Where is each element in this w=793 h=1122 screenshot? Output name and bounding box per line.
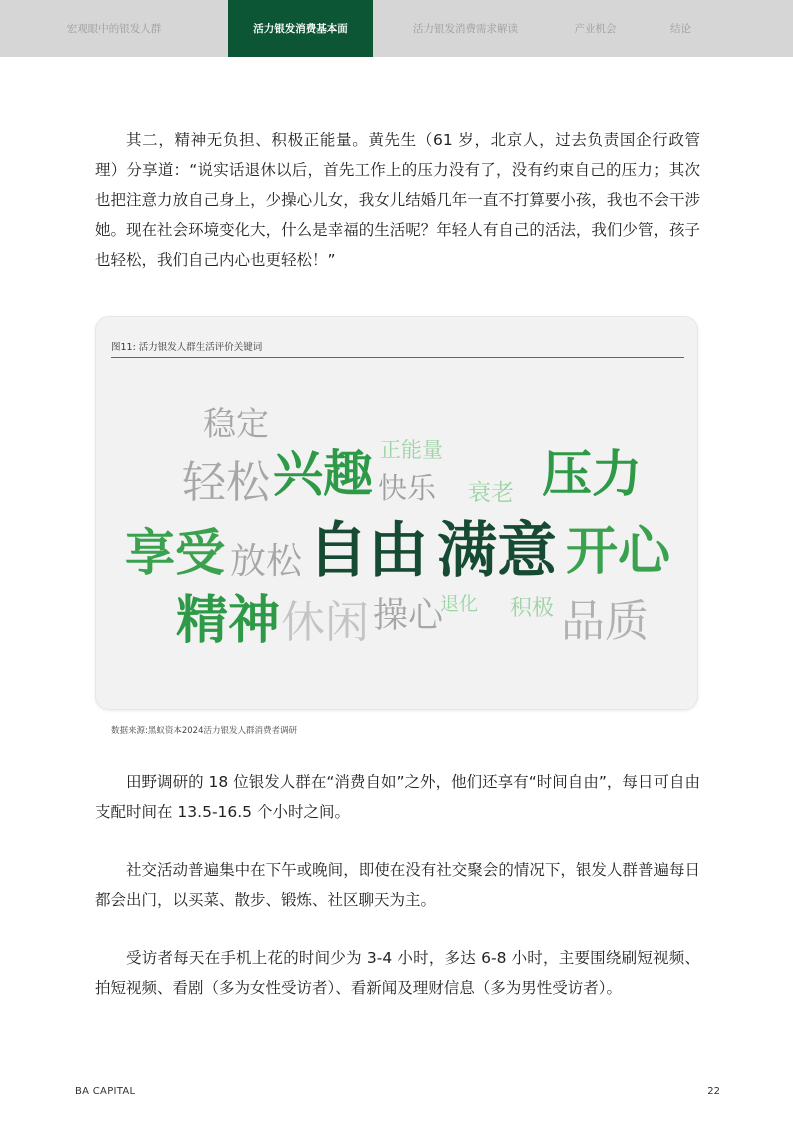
tab-macro-view[interactable]: 宏观眼中的银发人群 [66, 23, 162, 35]
footer-brand: BA CAPITAL [75, 1086, 136, 1097]
keyword-stability: 稳定 [203, 404, 269, 443]
keyword-relax: 放松 [230, 541, 303, 582]
keyword-glad: 开心 [566, 522, 671, 582]
keyword-spirit: 精神 [176, 591, 281, 651]
figure-title: 图11: 活力银发人群生活评价关键词 [111, 342, 263, 353]
keyword-leisure: 休闲 [281, 597, 369, 648]
keyword-pressure: 压力 [542, 445, 642, 503]
paragraph-phone-usage: 受访者每天在手机上花的时间少为 3-4 小时，多达 6-8 小时，主要围绕刷短视频、拍短视频、看剧（多为女性受访者）、看新闻及理财信息（多为男性受访者）。 [95, 949, 700, 997]
paragraph-quote: 其二，精神无负担、积极正能量。黄先生（61 岁，北京人，过去负责国企行政管理）分享道：“说实话退休以后，首先工作上的压力没有了，没有约束自己的压力；其次也把注意力放自己身上，少操心儿女，我女儿结婚几年一直不打算要小孩，我也不会干涉她。现在社会环境变化大，什么是幸福的生活呢？年轻人有自己的活法，我们少管，孩子也轻松，我们自己内心也更轻松！” [95, 131, 700, 269]
keyword-active: 积极 [510, 596, 555, 621]
tab-industry-opportunity[interactable]: 产业机会 [574, 23, 617, 35]
paragraph-time-freedom: 田野调研的 18 位银发人群在“消费自如”之外，他们还享有“时间自由”，每日可自由支配时间在 13.5-16.5 个小时之间。 [95, 773, 700, 821]
tab-consumption-basics[interactable]: 活力银发消费基本面 [228, 0, 373, 57]
figure-divider [111, 357, 684, 358]
word-cloud-figure [95, 316, 698, 710]
figure-source: 数据来源:黑蚁资本2024活力银发人群消费者调研 [111, 726, 297, 736]
keyword-interest: 兴趣 [273, 445, 373, 503]
keyword-satisfied: 满意 [437, 516, 557, 586]
tab-demand-analysis[interactable]: 活力银发消费需求解读 [413, 23, 518, 35]
keyword-freedom: 自由 [308, 516, 428, 586]
keyword-positive-energy: 正能量 [380, 438, 443, 462]
keyword-decline: 退化 [440, 593, 479, 615]
paragraph-social-activity: 社交活动普遍集中在下午或晚间，即使在没有社交聚会的情况下，银发人群普遍每日都会出门，以买菜、散步、锻炼、社区聊天为主。 [95, 861, 700, 909]
keyword-enjoy: 享受 [125, 524, 225, 582]
tab-conclusion[interactable]: 结论 [670, 23, 691, 35]
keyword-aging: 衰老 [468, 480, 514, 506]
keyword-worry: 操心 [373, 596, 444, 636]
keyword-relaxed: 轻松 [182, 457, 270, 508]
keyword-quality: 品质 [561, 596, 649, 647]
top-nav [0, 0, 793, 57]
keyword-happy: 快乐 [378, 471, 437, 505]
page-number: 22 [707, 1086, 720, 1097]
